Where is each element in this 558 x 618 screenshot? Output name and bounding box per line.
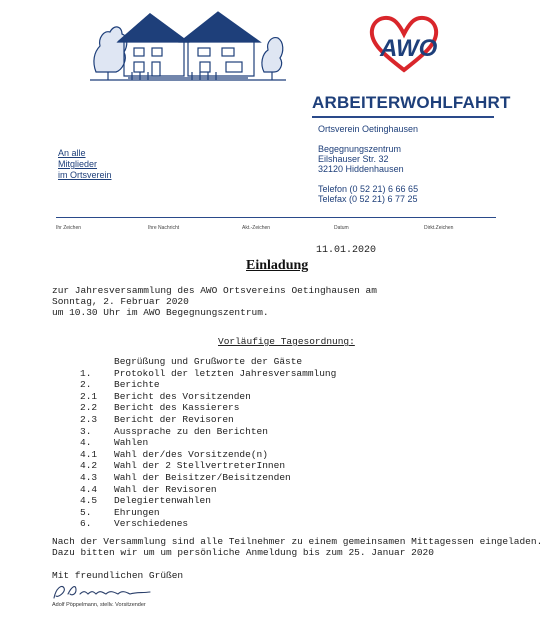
ref-datum: Datum [334, 225, 349, 231]
recipient-block [58, 148, 112, 181]
agenda-number: 2. [80, 379, 92, 391]
agenda-number: 4.3 [80, 471, 98, 483]
agenda-number: 1. [80, 367, 92, 379]
agenda-number: 2.1 [80, 390, 98, 402]
handwritten-signature [50, 580, 160, 602]
reference-rule [56, 217, 496, 218]
recipient-line: im Ortsverein [58, 170, 112, 180]
header-rule [312, 116, 494, 118]
agenda-number: 3. [80, 425, 92, 437]
intro-line: zur Jahresversammlung des AWO Ortsvereins Oetinghausen am [52, 285, 377, 296]
agenda-number: 5. [80, 506, 92, 518]
agenda-number: 4.2 [80, 460, 98, 472]
awo-logo [366, 12, 442, 76]
closing-line: Nach der Versammlung sind alle Teilnehmer zu einem gemeinsamen Mittagessen eingeladen. [52, 536, 543, 547]
agenda-number: 6. [80, 518, 92, 530]
ref-ihre-nachricht: Ihre Nachricht [148, 225, 180, 231]
agenda-number: 4.1 [80, 448, 98, 460]
recipient-line: Mitglieder [58, 159, 98, 169]
letter-date: 11.01.2020 [316, 245, 377, 256]
ref-akt-zeichen: Akt.-Zeichen [242, 225, 271, 231]
org-name: ARBEITERWOHLFAHRT [312, 93, 511, 112]
agenda-text: Verschiedenes [114, 518, 189, 530]
agenda-text: Ehrungen [114, 506, 160, 518]
agenda-text: Wahl der 2 StellvertreterInnen [114, 460, 286, 472]
sender-telefon: Telefon (0 52 21) 6 66 65 [318, 184, 419, 194]
agenda-number: 4.4 [80, 483, 98, 495]
signatory-name: Adolf Pöppelmann, stellv. Vorsitzender [52, 602, 146, 608]
sender-address-line: 32120 Hiddenhausen [318, 164, 404, 174]
intro-line: Sonntag, 2. Februar 2020 [52, 296, 189, 307]
agenda-text: Wahl der Revisoren [114, 483, 217, 495]
house-illustration [88, 2, 288, 82]
agenda-number: 4.5 [80, 495, 98, 507]
greeting: Mit freundlichen Grüßen [52, 570, 184, 581]
agenda-number: 4. [80, 437, 92, 449]
agenda-text: Wahlen [114, 437, 149, 449]
agenda-text: Bericht des Vorsitzenden [114, 390, 251, 402]
ref-ihr-zeichen: Ihr Zeichen [56, 225, 82, 231]
agenda-text: Bericht der Revisoren [114, 413, 234, 425]
agenda-text: Wahl der/des Vorsitzende(n) [114, 448, 268, 460]
sender-address-line: Begegnungszentrum [318, 144, 402, 154]
intro-text [52, 285, 377, 318]
sender-telefax: Telefax (0 52 21) 6 77 25 [318, 194, 418, 204]
agenda-text: Berichte [114, 379, 160, 391]
agenda-text: Begrüßung und Grußworte der Gäste [114, 356, 303, 367]
agenda-text: Bericht des Kassierers [114, 402, 240, 414]
ref-durchwahl: Dirkt.Zeichen [424, 225, 454, 231]
sender-address-line: Eilshauser Str. 32 [318, 154, 389, 164]
agenda-text: Delegiertenwahlen [114, 495, 211, 507]
closing-line: Dazu bitten wir um um persönliche Anmeldung bis zum 25. Januar 2020 [52, 547, 434, 558]
agenda-heading: Vorläufige Tagesordnung: [218, 336, 355, 347]
agenda-text: Protokoll der letzten Jahresversammlung [114, 367, 337, 379]
recipient-line: An alle [58, 148, 86, 158]
letter-title: Einladung [246, 258, 309, 273]
sender-ortsverein: Ortsverein Oetinghausen [318, 124, 419, 134]
agenda-text: Aussprache zu den Berichten [114, 425, 268, 437]
sender-block [318, 124, 418, 204]
closing-text [52, 536, 542, 558]
intro-line: um 10.30 Uhr im AWO Begegnungszentrum. [52, 307, 269, 318]
agenda-number: 2.2 [80, 402, 98, 414]
awo-logo-text: AWO [380, 35, 438, 62]
agenda-number: 2.3 [80, 413, 98, 425]
agenda-text: Wahl der Beisitzer/Beisitzenden [114, 471, 291, 483]
reference-line [56, 225, 500, 233]
